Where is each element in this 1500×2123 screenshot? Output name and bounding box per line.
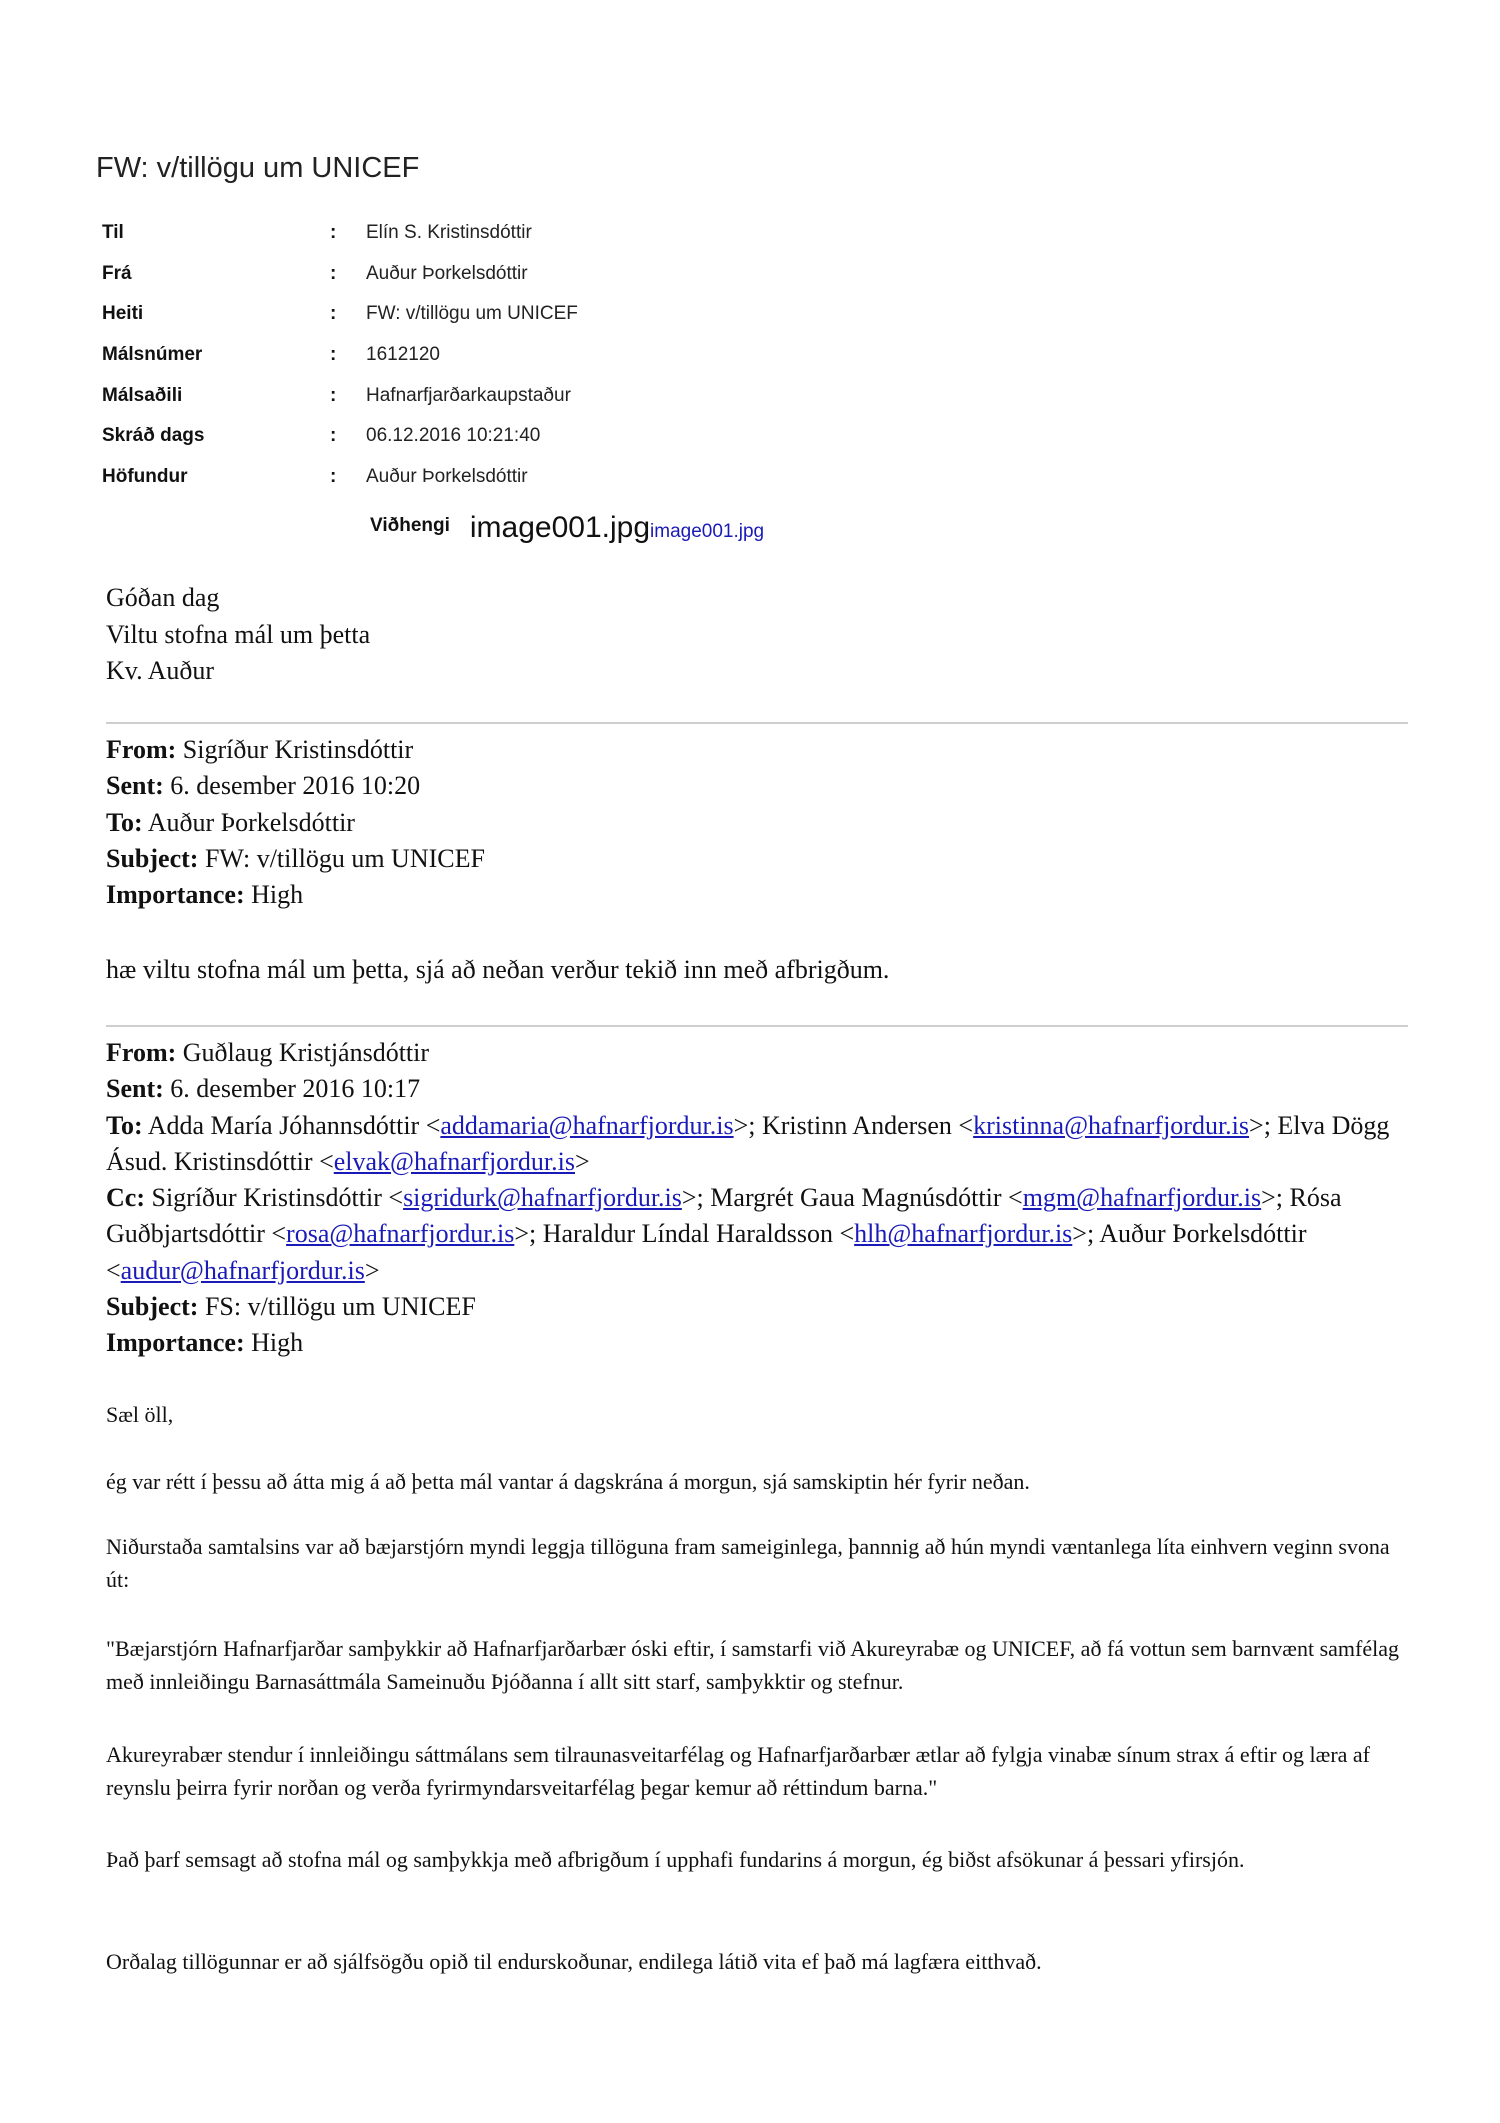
email2-to: To: Adda María Jóhannsdóttir <addamaria@hafnarfjordur.is>; Kristinn Andersen <kristinna@hafnarfjordur.is>; Elva Dögg Ásud. Kristinsdóttir <elvak@hafnarfjordur.is> [106, 1110, 1390, 1176]
meta-label: Frá [102, 262, 132, 284]
email1-subject: Subject: FW: v/tillögu um UNICEF [106, 843, 485, 873]
meta-row-malsnumer [102, 344, 902, 385]
attachment [370, 511, 764, 545]
email-link[interactable]: addamaria@hafnarfjordur.is [440, 1110, 734, 1140]
meta-value-recipient: Elín S. Kristinsdóttir [366, 222, 532, 243]
meta-row-til [102, 222, 902, 263]
meta-value-title: FW: v/tillögu um UNICEF [366, 303, 578, 325]
meta-value-sender: Auður Þorkelsdóttir [366, 262, 528, 284]
meta-value-party: Hafnarfjarðarkaupstaður [366, 384, 571, 406]
body-paragraph: Sæl öll, [106, 1402, 174, 1427]
meta-value-date: 06.12.2016 10:21:40 [366, 425, 541, 447]
meta-label: Málsaðili [102, 384, 183, 406]
email1-to: To: Auður Þorkelsdóttir [106, 807, 355, 837]
meta-label: Til [102, 222, 124, 243]
greeting-line: Kv. Auður [106, 656, 215, 685]
email1-sent: Sent: 6. desember 2016 10:20 [106, 771, 421, 801]
email2-sent: Sent: 6. desember 2016 10:17 [106, 1074, 421, 1104]
meta-colon: : [330, 384, 337, 406]
email2-subject: Subject: FS: v/tillögu um UNICEF [106, 1292, 476, 1322]
meta-colon: : [330, 262, 337, 284]
body-paragraph: Það þarf semsagt að stofna mál og samþykkja með afbrigðum í upphafi fundarins á morgun, ég biðst afsökunar á þessari yfirsjón. [106, 1847, 1245, 1872]
meta-label: Höfundur [102, 466, 188, 488]
body-paragraph: "Bæjarstjórn Hafnarfjarðar samþykkir að Hafnarfjarðarbær óski eftir, í samstarfi við Akureyrabæ og UNICEF, að fá vottun sem barnvænt samfélag með innleiðingu Barnasáttmála Sameinuðu Þjóðanna í allt sitt starf, samþykktir og stefnur. [106, 1636, 1399, 1694]
meta-row-malsadili [102, 385, 902, 426]
meta-colon: : [330, 303, 337, 325]
email2-importance: Importance: High [106, 1328, 304, 1358]
meta-colon: : [330, 466, 337, 488]
meta-label: Heiti [102, 303, 144, 325]
email1-importance: Importance: High [106, 880, 304, 910]
meta-label: Málsnúmer [102, 344, 203, 366]
meta-row-skrad-dags [102, 425, 902, 466]
email-link[interactable]: elvak@hafnarfjordur.is [333, 1146, 575, 1176]
attachment-link[interactable]: image001.jpg [650, 521, 765, 542]
meta-colon: : [330, 425, 337, 447]
meta-value-case-number: 1612120 [366, 344, 440, 366]
meta-label: Skráð dags [102, 425, 205, 447]
email-link[interactable]: audur@hafnarfjordur.is [120, 1255, 365, 1285]
email-link[interactable]: kristinna@hafnarfjordur.is [973, 1110, 1250, 1140]
meta-row-heiti [102, 303, 902, 344]
email-link[interactable]: rosa@hafnarfjordur.is [286, 1219, 515, 1249]
metadata-table [102, 222, 902, 507]
email2-header [106, 1035, 1416, 1362]
body-paragraph: ég var rétt í þessu að átta mig á að þetta mál vantar á dagskrána á morgun, sjá samskiptin hér fyrir neðan. [106, 1469, 1030, 1494]
email1-header [106, 732, 1416, 913]
attachment-label: Viðhengi [370, 515, 450, 536]
body-paragraph: Niðurstaða samtalsins var að bæjarstjórn myndi leggja tillöguna fram sameiginlega, þannnig að hún myndi væntanlega líta einhvern veginn svona út: [106, 1534, 1390, 1592]
divider [106, 1025, 1408, 1027]
email2-from: From: Guðlaug Kristjánsdóttir [106, 1038, 430, 1067]
attachment-name: image001.jpg [469, 511, 651, 544]
divider [106, 722, 1408, 724]
greeting-line: Góðan dag [106, 583, 220, 612]
email2-cc: Cc: Sigríður Kristinsdóttir <sigridurk@hafnarfjordur.is>; Margrét Gaua Magnúsdóttir <mgm@hafnarfjordur.is>; Rósa Guðbjartsdóttir <rosa@hafnarfjordur.is>; Haraldur Líndal Haraldsson <hlh@hafnarfjordur.is>; Auður Þorkelsdóttir <audur@hafnarfjordur.is> [106, 1183, 1342, 1285]
greeting-block [106, 580, 370, 690]
email-link[interactable]: sigridurk@hafnarfjordur.is [403, 1183, 682, 1213]
greeting-line: Viltu stofna mál um þetta [106, 619, 371, 649]
email1-body: hæ viltu stofna mál um þetta, sjá að neðan verður tekið inn með afbrigðum. [106, 955, 890, 984]
body-paragraph: Orðalag tillögunnar er að sjálfsögðu opið til endurskoðunar, endilega látið vita ef það má lagfæra eitthvað. [106, 1949, 1042, 1974]
meta-row-hofundur [102, 466, 902, 507]
email-link[interactable]: mgm@hafnarfjordur.is [1022, 1183, 1262, 1213]
meta-colon: : [330, 344, 337, 366]
meta-row-fra [102, 263, 902, 304]
email1-from: From: Sigríður Kristinsdóttir [106, 735, 414, 764]
meta-value-author: Auður Þorkelsdóttir [366, 466, 528, 488]
document-title: FW: v/tillögu um UNICEF [96, 152, 420, 184]
meta-colon: : [330, 222, 337, 243]
body-paragraph: Akureyrabær stendur í innleiðingu sáttmálans sem tilraunasveitarfélag og Hafnarfjarðarbær ætlar að fylgja vinabæ sínum strax á eftir og læra af reynslu þeirra fyrir norðan og verða fyrirmyndarsveitarfélag þegar kemur að réttindum barna." [106, 1742, 1371, 1800]
email-link[interactable]: hlh@hafnarfjordur.is [854, 1219, 1073, 1249]
